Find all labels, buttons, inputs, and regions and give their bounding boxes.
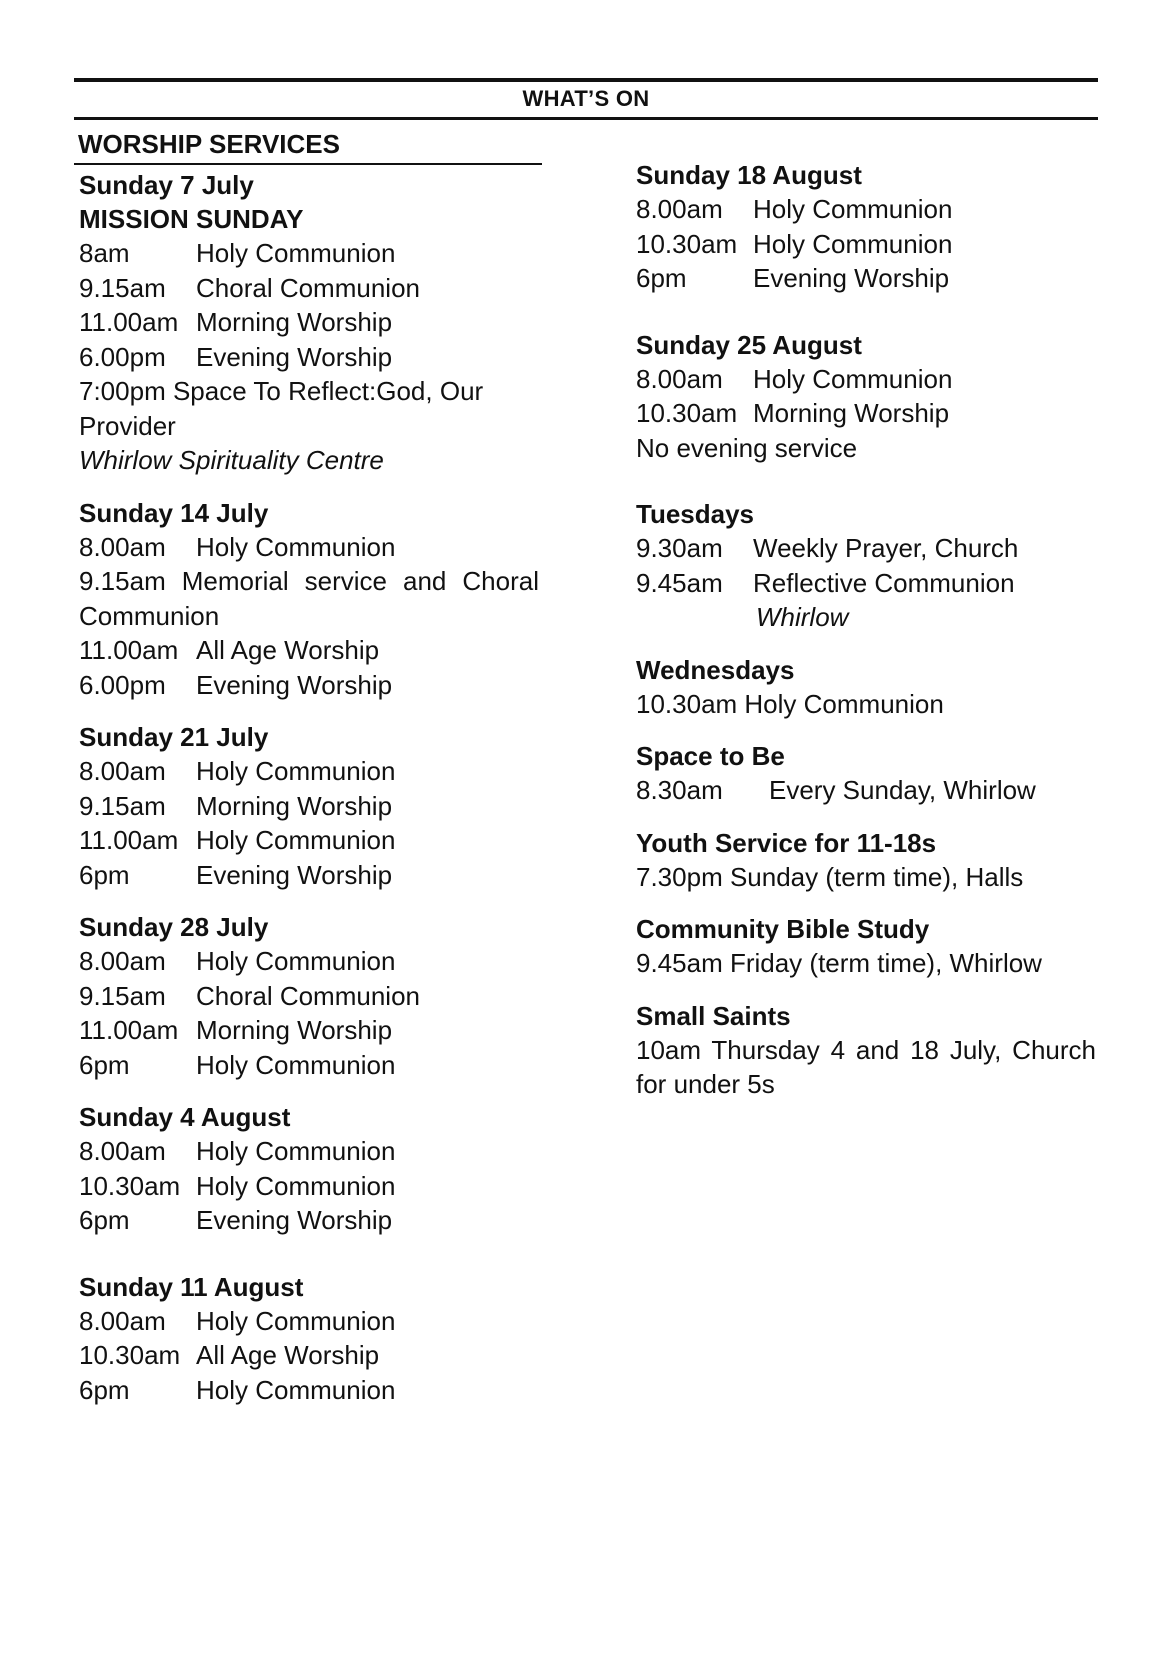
weekday-heading: Wednesdays: [636, 654, 795, 685]
service-event: Holy Communion: [196, 1374, 396, 1405]
service-time: 6pm: [636, 263, 687, 293]
service-block-11-august: [79, 1270, 539, 1408]
service-row: [79, 305, 539, 340]
service-event: Holy Communion: [196, 1136, 396, 1166]
service-time: 11.00am: [79, 1015, 179, 1045]
service-event: Holy Communion: [196, 756, 396, 786]
event-heading: Community Bible Study: [636, 914, 930, 944]
service-row: [79, 1048, 539, 1083]
service-time: 8.00am: [79, 946, 166, 976]
service-date: Sunday 25 August: [636, 329, 862, 360]
page-title: WHAT’S ON: [522, 86, 650, 111]
service-row: [636, 227, 1096, 262]
service-location: Whirlow Spirituality Centre: [79, 445, 384, 475]
event-line: 10am Thursday 4 and 18 July, Church for under 5s: [636, 1034, 1096, 1099]
service-time: 8.00am: [636, 363, 723, 394]
weekday-heading: Tuesdays: [636, 499, 755, 529]
service-time: 11.00am: [79, 307, 179, 337]
service-time: 8.30am: [636, 775, 723, 805]
service-event: Morning Worship: [196, 307, 393, 337]
service-event: Holy Communion: [196, 946, 396, 976]
event-heading: Space to Be: [636, 741, 785, 771]
service-row: [79, 1338, 539, 1373]
section-rule: [74, 163, 542, 165]
service-event: All Age Worship: [196, 635, 380, 665]
service-event: Holy Communion: [196, 1049, 396, 1080]
service-block-14-july: [79, 496, 539, 703]
service-event: Evening Worship: [196, 341, 393, 372]
service-block-21-july: [79, 720, 539, 892]
service-row: [79, 530, 539, 565]
service-time: 11.00am: [79, 635, 179, 665]
service-event: Holy Communion: [196, 825, 396, 855]
service-time: 6pm: [79, 1374, 130, 1405]
service-row: [79, 944, 539, 979]
event-heading: Small Saints: [636, 1000, 791, 1031]
service-event: Morning Worship: [196, 1015, 393, 1045]
service-row: [636, 261, 1096, 296]
event-block-small-saints: [636, 999, 1096, 1102]
service-date: Sunday 28 July: [79, 912, 269, 942]
service-date: Sunday 21 July: [79, 722, 269, 752]
service-row: [79, 789, 539, 824]
section-title: WORSHIP SERVICES: [78, 129, 340, 159]
service-row: [79, 1169, 539, 1204]
event-block-space-to-be: [636, 739, 1096, 808]
service-time: 10.30am: [636, 398, 738, 428]
service-event: Evening Worship: [753, 263, 950, 293]
service-paragraph: 9.15am Memorial service and Choral Communion: [79, 566, 539, 631]
service-note: No evening service: [636, 432, 858, 463]
service-row: [79, 858, 539, 893]
service-row: [79, 1013, 539, 1048]
event-heading: Youth Service for 11-18s: [636, 827, 937, 858]
service-line: 10.30am Holy Communion: [636, 688, 944, 719]
service-block-28-july: [79, 910, 539, 1082]
service-row: [636, 396, 1096, 431]
service-event: Holy Communion: [196, 531, 396, 562]
service-time: 6.00pm: [79, 669, 166, 700]
service-event: Reflective Communion: [753, 567, 1015, 598]
service-event: Evening Worship: [196, 669, 393, 700]
service-event: Holy Communion: [196, 1305, 396, 1336]
service-event: Evening Worship: [196, 1205, 393, 1235]
event-block-bible-study: [636, 912, 1096, 981]
service-time: 10.30am: [79, 1340, 181, 1370]
service-event: Evening Worship: [196, 859, 393, 890]
service-time: 6pm: [79, 1049, 130, 1080]
service-row: [79, 668, 539, 703]
service-time: 11.00am: [79, 825, 179, 855]
event-line: 9.45am Friday (term time), Whirlow: [636, 948, 1042, 978]
service-time: 6pm: [79, 1205, 130, 1235]
service-time: 10.30am: [636, 228, 738, 259]
service-row: [79, 1373, 539, 1408]
service-time: 8am: [79, 238, 130, 268]
service-block-25-august: [636, 328, 1096, 466]
service-time: 6pm: [79, 859, 130, 890]
service-block-7-july: [79, 168, 539, 478]
service-date: Sunday 7 July: [79, 170, 254, 200]
service-row: [79, 754, 539, 789]
service-time: 8.00am: [79, 1305, 166, 1336]
service-time: 8.00am: [636, 194, 723, 224]
service-date: Sunday 14 July: [79, 497, 269, 528]
service-row: [636, 531, 1096, 566]
service-date: Sunday 11 August: [79, 1271, 304, 1302]
service-row: [636, 566, 1096, 601]
weekday-block-wednesdays: [636, 653, 1096, 722]
service-row: [79, 271, 539, 306]
service-event: Holy Communion: [753, 194, 953, 224]
service-event: Holy Communion: [196, 1170, 396, 1201]
service-event: Holy Communion: [753, 363, 953, 394]
service-time: 9.30am: [636, 533, 723, 563]
service-event: Weekly Prayer, Church: [753, 533, 1019, 563]
service-row: [636, 362, 1096, 397]
service-time: 9.45am: [636, 567, 723, 598]
service-event: Holy Communion: [196, 238, 396, 268]
service-row: [79, 979, 539, 1014]
service-event: Morning Worship: [196, 790, 393, 821]
service-subheading: MISSION SUNDAY: [79, 204, 304, 234]
service-event: All Age Worship: [196, 1340, 380, 1370]
service-extra: 7:00pm Space To Reflect:God, Our Provider: [79, 376, 484, 441]
service-date: Sunday 4 August: [79, 1102, 291, 1132]
service-time: 9.15am: [79, 980, 166, 1011]
service-event: Choral Communion: [196, 980, 420, 1011]
service-block-18-august: [636, 158, 1096, 296]
service-event: Every Sunday, Whirlow: [769, 775, 1036, 805]
service-block-4-august: [79, 1100, 539, 1238]
service-event: Morning Worship: [753, 398, 950, 428]
service-row: [79, 1304, 539, 1339]
service-row: [79, 1203, 539, 1238]
top-rule: [74, 78, 1098, 82]
service-row: [636, 773, 1096, 808]
left-column: [79, 168, 539, 1407]
service-time: 6.00pm: [79, 341, 166, 372]
service-row: [636, 192, 1096, 227]
service-date: Sunday 18 August: [636, 160, 862, 190]
event-line: 7.30pm Sunday (term time), Halls: [636, 861, 1024, 892]
service-row: [79, 1134, 539, 1169]
right-column: [636, 158, 1096, 1102]
service-location: Whirlow: [756, 602, 849, 632]
service-row: [79, 236, 539, 271]
service-time: 8.00am: [79, 756, 166, 786]
service-time: 10.30am: [79, 1170, 181, 1201]
service-time: 8.00am: [79, 1136, 166, 1166]
service-row: [79, 340, 539, 375]
header-rule: [74, 117, 1098, 120]
service-time: 8.00am: [79, 531, 166, 562]
service-row: [79, 823, 539, 858]
service-event: Holy Communion: [753, 228, 953, 259]
service-time: 9.15am: [79, 272, 166, 303]
weekday-block-tuesdays: [636, 497, 1096, 635]
service-event: Choral Communion: [196, 272, 420, 303]
service-row: [79, 633, 539, 668]
service-time: 9.15am: [79, 790, 166, 821]
event-block-youth-service: [636, 826, 1096, 895]
